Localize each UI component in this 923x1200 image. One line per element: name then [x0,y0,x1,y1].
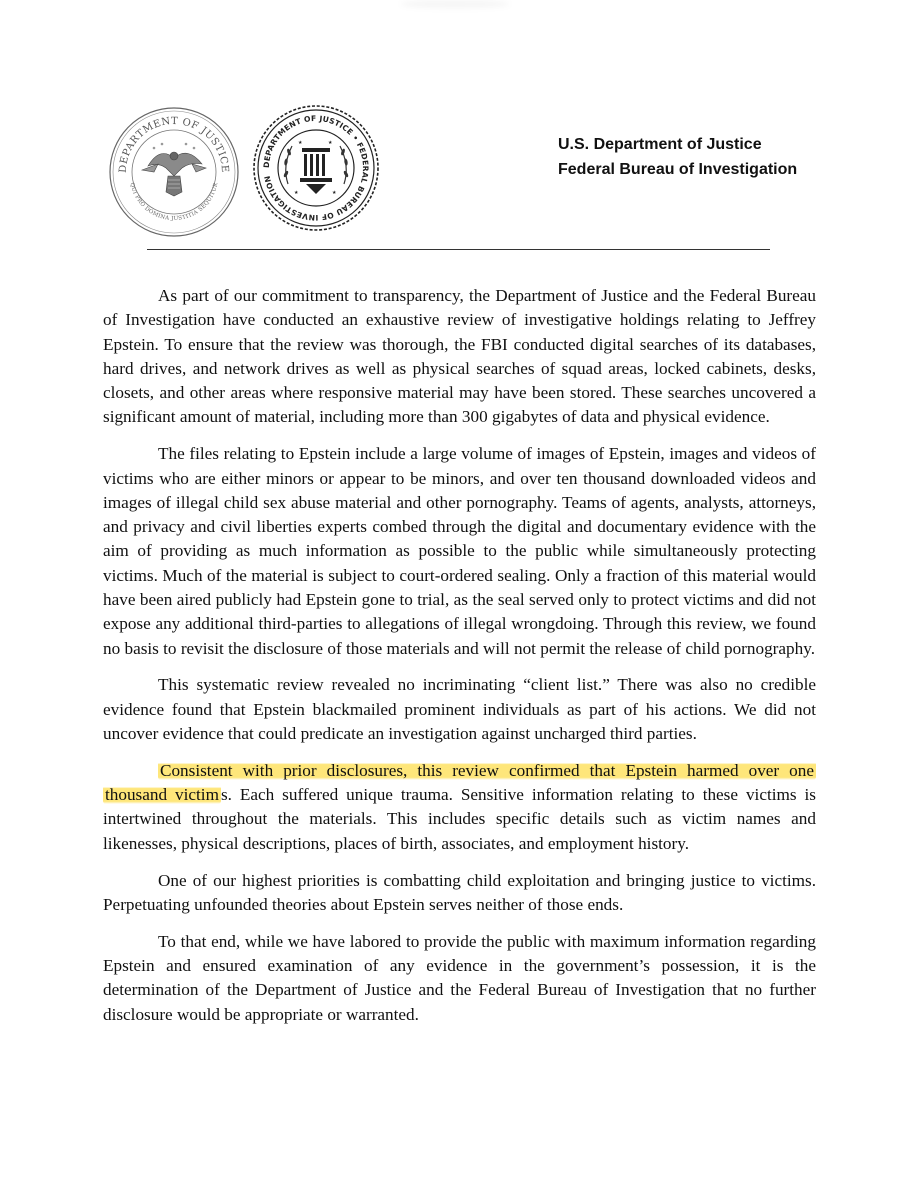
paragraph-victims-rest: s. Each suffered unique trauma. Sensitive information relating to these victims is intertwined throughout the materials. This includes specific details such as victim names and likenesses, physical descriptions, places of birth, associates, and employment history. [103,785,816,853]
fbi-ring-text: DEPARTMENT OF JUSTICE • FEDERAL BUREAU OF INVESTIGATION [261,113,371,223]
scan-smudge [400,0,510,8]
letterhead-agency-doj: U.S. Department of Justice [558,136,762,153]
fbi-seal-icon [252,104,380,232]
header-divider [147,249,770,250]
letterhead [558,132,797,182]
letterhead-agency-fbi: Federal Bureau of Investigation [558,161,798,178]
doj-motto-text: QUI PRO DOMINA JUSTITIA SEQUITUR [128,182,220,223]
doj-seal-icon [108,106,240,238]
paragraph-victims [103,759,816,856]
paragraph-priorities: One of our highest priorities is combatting child exploitation and bringing justice to victims. Perpetuating unfounded theories about Epstein serves neither of those ends. [103,870,816,914]
svg-text:★: ★ [298,140,303,146]
svg-text:★: ★ [332,190,337,196]
letter-body [103,284,816,1039]
svg-text:★: ★ [294,190,299,196]
paragraph-review-scope: As part of our commitment to transparency, the Department of Justice and the Federal Bureau of Investigation have conducted an exhaustive review of investigative holdings relating to Jeffrey Epstein. To ensure that the review was thorough, the FBI conducted digital searches of its databases, hard drives, and network drives as well as physical searches of squad areas, locked cabinets, desks, closets, and other areas where responsive material may have been stored. These searches uncovered a significant amount of material, including more than 300 gigabytes of data and physical evidence. [103,286,816,427]
paragraph-file-contents: The files relating to Epstein include a large volume of images of Epstein, images and videos of victims who are either minors or appear to be minors, and over ten thousand downloaded videos and images of illegal child sex abuse material and other pornography. Teams of agents, analysts, attorneys, and privacy and civil liberties experts combed through the digital and documentary evidence with the aim of providing as much information as possible to the public while simultaneously protecting victims. Much of the material is subject to court-ordered sealing. Only a fraction of this material would have been aired publicly had Epstein gone to trial, as the seal served only to protect victims and did not expose any additional third-parties to allegations of illegal wrongdoing. Through this review, we found no basis to revisit the disclosure of those materials and will not permit the release of child pornography. [103,444,816,658]
paragraph-client-list: This systematic review revealed no incriminating “client list.” There was also no credible evidence found that Epstein blackmailed prominent individuals as part of his actions. We did not uncover evidence that could predicate an investigation against uncharged third parties. [103,675,816,744]
paragraph-conclusion: To that end, while we have labored to provide the public with maximum information regarding Epstein and ensured examination of any evidence in the government’s possession, it is the determination of the Department of Justice and the Federal Bureau of Investigation that no further disclosure would be appropriate or warranted. [103,931,816,1024]
doj-ring-text: DEPARTMENT OF JUSTICE [117,115,231,174]
highlighted-text: Consistent with prior disclosures, this review confirmed that Epstein harmed over one thousand victim [105,760,814,805]
svg-text:★: ★ [328,140,333,146]
